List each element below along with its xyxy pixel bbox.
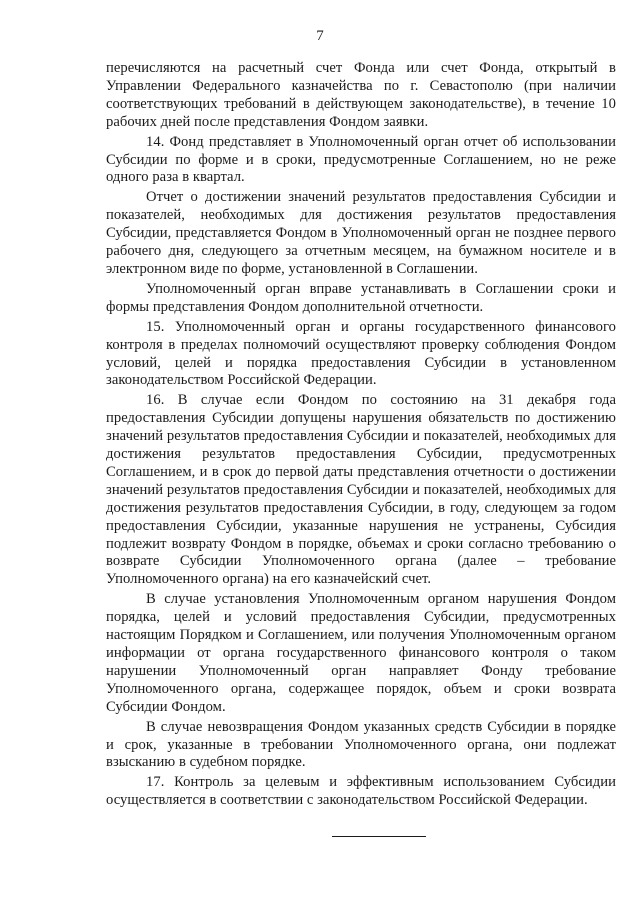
paragraph-14: 14. Фонд представляет в Уполномоченный орган отчет об использовании Субсидии по форме и в сроки, предусмотренные Соглашением, но не реже одного раза в квартал. [106,133,616,186]
paragraph-14-report: Отчет о достижении значений результатов предоставления Субсидии и показателей, необходимых для достижения результатов предоставления Субсидии, представляется Фондом в Уполномоченный орган не позднее первого рабочего дня, следующего за отчетным месяцем, на бумажном носителе и в электронном виде по форме, установленной в Соглашении. [106,189,616,277]
end-separator-line [332,836,426,837]
paragraph-15: 15. Уполномоченный орган и органы государственного финансового контроля в пределах полномочий осуществляют проверку соблюдения Фондом условий, целей и порядка предоставления Субсидии в установленном законодательством Российской Федерации. [106,318,616,389]
paragraph-16-violation: В случае установления Уполномоченным органом нарушения Фондом порядка, целей и условий предоставления Субсидии, предусмотренных настоящим Порядком и Соглашением, или получения Уполномоченным органом информации от органа государственного финансового контроля о таком нарушении Уполномоченный орган направляет Фонду требование Уполномоченного органа, содержащее порядок, объем и сроки возврата Субсидии Фондом. [106,591,616,715]
paragraph-16: 16. В случае если Фондом по состоянию на 31 декабря года предоставления Субсидии допущены нарушения обязательств по достижению значений результатов предоставления Субсидии и показателей, необходимых для достижения результатов предоставления Субсидии, предусмотренных Соглашением, и в срок до первой даты представления отчетности о достижении значений результатов предоставления Субсидии и показателей, необходимых для достижения результатов предоставления Субсидии, в году, следующем за годом предоставления Субсидии, указанные нарушения не устранены, Субсидия подлежит возврату Фондом в порядке, объемах и сроки согласно требованию о возврате Субсидии Уполномоченного органа (далее – требование Уполномоченного органа) на его казначейский счет. [106,392,616,588]
page-number: 7 [316,28,324,44]
document-body [106,60,616,812]
paragraph-16-nonreturn: В случае невозвращения Фондом указанных средств Субсидии в порядке и срок, указанные в требовании Уполномоченного органа, они подлежат взысканию в судебном порядке. [106,718,616,771]
paragraph-14-additional: Уполномоченный орган вправе устанавливать в Соглашении сроки и формы представления Фондом дополнительной отчетности. [106,280,616,315]
paragraph-continuation: перечисляются на расчетный счет Фонда или счет Фонда, открытый в Управлении Федерального казначейства по г. Севастополю (при наличии соответствующих требований в действующем законодательстве), в течение 10 рабочих дней после представления Фондом заявки. [106,60,616,130]
paragraph-17: 17. Контроль за целевым и эффективным использованием Субсидии осуществляется в соответствии с законодательством Российской Федерации. [106,774,616,809]
